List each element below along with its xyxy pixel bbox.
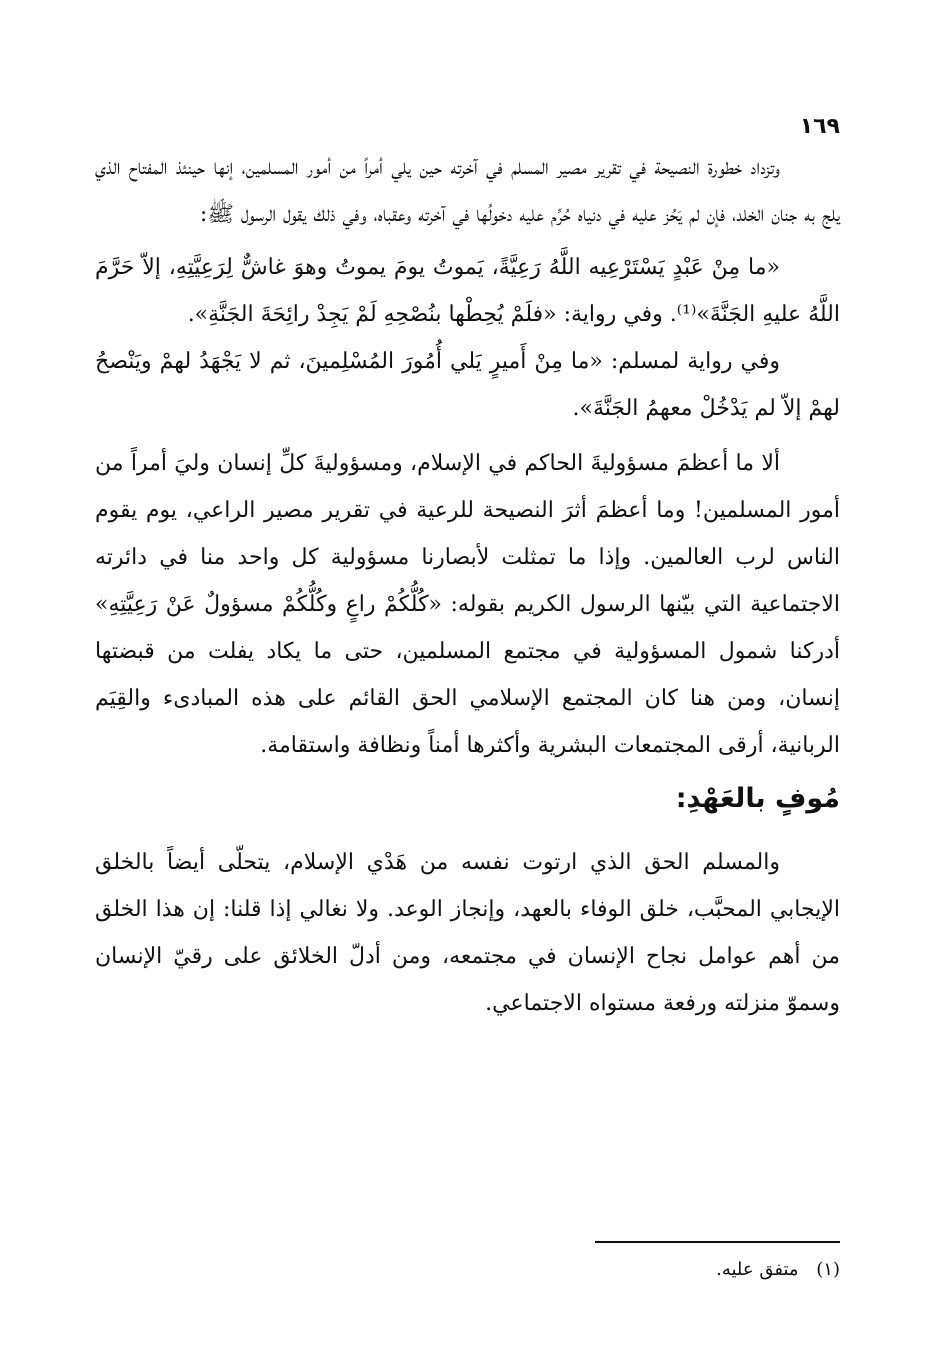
hadith-quote: «ما مِنْ عَبْدٍ يَسْتَرْعِيه اللَّهُ رَعِيَّةً، يَموتُ يومَ يموتُ وهوَ غاشٌّ لِرَعِيَّتِهِ، إلاّ حَرَّمَ اللَّهُ عليهِ الجَنَّةَ»⁽¹⁾. وفي رواية: «فلَمْ يُحِطْها بنُصْحِهِ لَمْ يَجِدْ رائِحَةَ الجَنَّةِ». [95, 255, 840, 327]
paragraph-advice-importance: وتزداد خطورة النصيحة في تقرير مصير المسلم في آخرته حين يلي أمراً من أمور المسلمين، إنها حينئذ المفتاح الذي يلج به جنان الخلد، فإن لم يَحُز عليه في دنياه حُرِّم عليه دخولُها في آخرته وعقباه، وفي ذلك يقول الرسول ﷺ: [95, 155, 840, 227]
footnote [95, 1252, 840, 1288]
paragraph-muslim-narration: وفي رواية لمسلم: «ما مِنْ أَميرٍ يَلي أُمُورَ المُسْلِمينَ، ثم لا يَجْهَدُ لهمْ ويَنْصحُ لهمْ إلاّ لم يَدْخُلْ معهمُ الجَنَّةَ». [95, 349, 840, 421]
paragraph-keeping-promises: والمسلم الحق الذي ارتوت نفسه من هَدْي الإسلام، يتحلّى أيضاً بالخلق الإيجابي المحبَّب، خلق الوفاء بالعهد، وإنجاز الوعد. ولا نغالي إذا قلنا: إن هذا الخلق من أهم عوامل نجاح الإنسان في مجتمعه، ومن أدلّ الخلائق على رقيّ الإنسان وسموّ منزلته ورفعة مستواه الاجتماعي. [95, 850, 840, 1016]
paragraph-gap [95, 432, 840, 440]
page-number: ١٦٩ [799, 114, 840, 139]
paragraph-ruler-responsibility: ألا ما أعظمَ مسؤوليةَ الحاكم في الإسلام، ومسؤوليةَ كلِّ إنسان وليَ أمراً من أمور المسلمين! وما أعظمَ أثرَ النصيحة للرعية في تقرير مصير الراعي، يوم يقوم الناس لرب العالمين. وإذا ما تمثلت لأبصارنا مسؤولية كل واحد منا في دائرته الاجتماعية التي بيّنها الرسول الكريم بقوله: «كُلُّكُمْ راعٍ وكُلُّكُمْ مسؤولٌ عَنْ رَعِيَّتِهِ» أدركنا شمول المسؤولية في مجتمع المسلمين، حتى ما يكاد يفلت من قبضتها إنسان، ومن هنا كان المجتمع الإسلامي الحق القائم على هذه المبادىء والقِيَم الربانية، أرقى المجتمعات البشرية وأكثرها أمناً ونظافة واستقامة. [95, 451, 840, 758]
footnote-text: متفق عليه. [716, 1259, 799, 1280]
section-heading: مُوفٍ بالعَهْدِ: [675, 783, 840, 814]
footnote-marker: (١) [816, 1259, 840, 1280]
page-body [95, 112, 840, 1027]
footnote-divider [595, 1241, 840, 1243]
